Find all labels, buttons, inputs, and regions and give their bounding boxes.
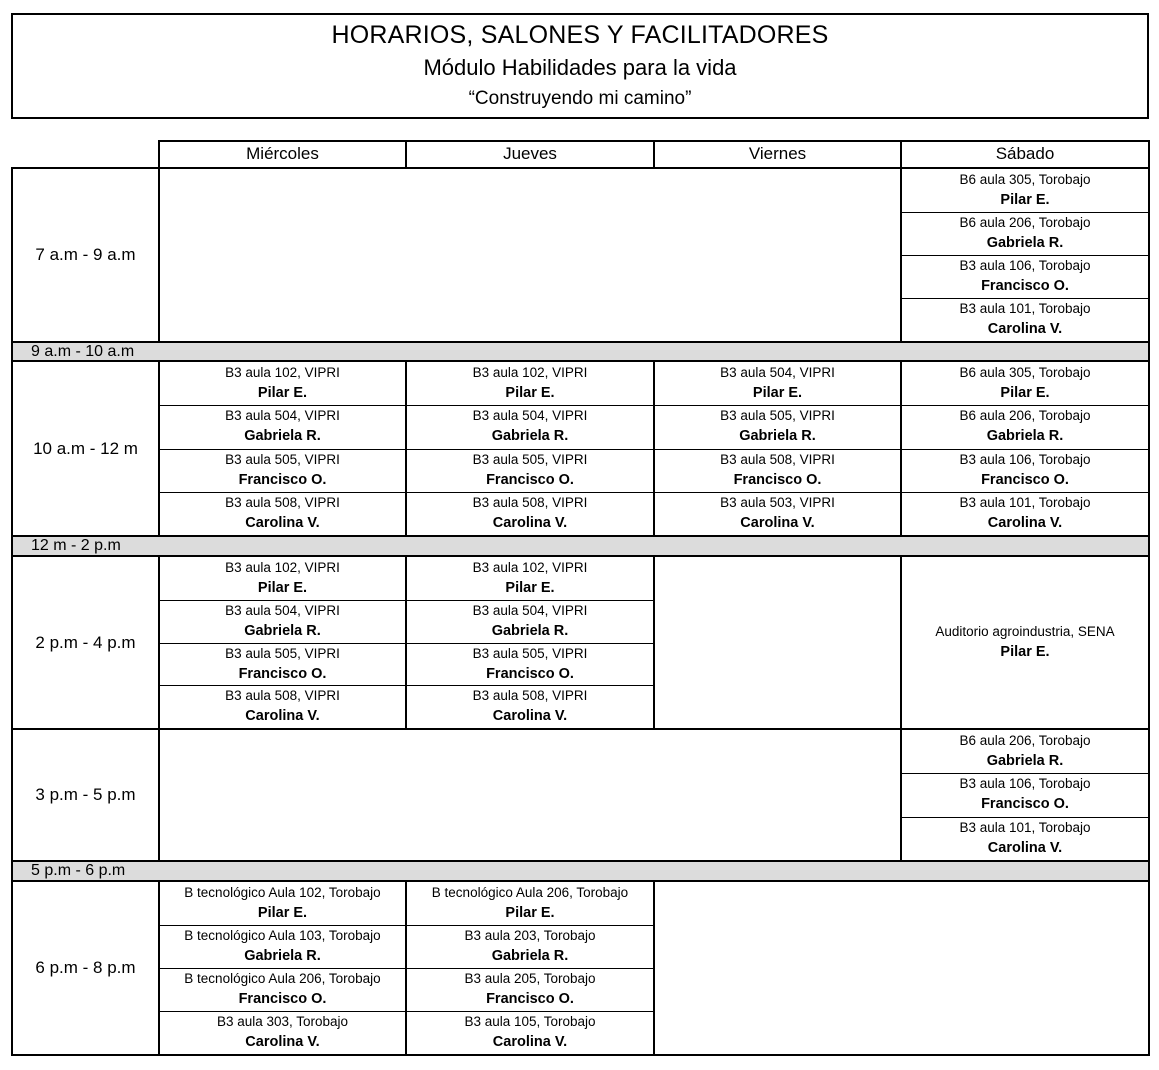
facilitator-name: Pilar E. [505, 580, 555, 596]
facilitator-name: Carolina V. [987, 321, 1063, 337]
class-session [407, 925, 653, 968]
session-divider [407, 1011, 653, 1012]
class-session [407, 600, 653, 643]
class-session [902, 492, 1148, 535]
session-divider [407, 405, 653, 406]
room-location: B tecnológico Aula 103, Torobajo [184, 928, 381, 943]
facilitator-name: Gabriela R. [986, 753, 1064, 769]
facilitator-name: Pilar E. [1000, 192, 1050, 208]
time-slot-label: 6 p.m - 8 p.m [11, 880, 160, 1056]
facilitator-name: Pilar E. [257, 385, 308, 401]
session-divider [160, 449, 405, 450]
facilitator-name: Gabriela R. [986, 428, 1064, 445]
room-location: B3 aula 505, VIPRI [720, 408, 835, 424]
room-location: B3 aula 303, Torobajo [216, 1014, 349, 1029]
facilitator-name: Francisco O. [238, 471, 327, 488]
class-session [407, 1011, 653, 1054]
class-session [407, 643, 653, 686]
class-session [160, 1011, 405, 1054]
session-divider [902, 492, 1148, 493]
class-session [407, 405, 653, 448]
session-divider [407, 925, 653, 926]
facilitator-name: Gabriela R. [491, 948, 569, 964]
time-slot-label: 2 p.m - 4 p.m [11, 555, 160, 730]
room-location: Auditorio agroindustria, SENA [935, 624, 1115, 639]
class-session [407, 685, 653, 728]
room-location: B3 aula 106, Torobajo [959, 258, 1091, 273]
room-location: B3 aula 101, Torobajo [959, 819, 1091, 835]
facilitator-name: Pilar E. [1000, 385, 1050, 401]
room-location: B3 aula 508, VIPRI [225, 494, 340, 510]
room-location: B3 aula 106, Torobajo [959, 451, 1091, 467]
class-session [902, 730, 1148, 773]
class-session [160, 925, 405, 968]
class-session [160, 600, 405, 643]
day-header-miercoles: Miércoles [158, 140, 407, 169]
class-session [407, 449, 653, 492]
session-divider [407, 600, 653, 601]
class-session [160, 882, 405, 925]
facilitator-name: Francisco O. [238, 665, 327, 682]
session-divider [902, 449, 1148, 450]
class-session [160, 968, 405, 1011]
room-location: B6 aula 206, Torobajo [959, 215, 1091, 230]
facilitator-name: Carolina V. [492, 514, 568, 531]
session-divider [902, 212, 1148, 213]
session-divider [655, 405, 900, 406]
class-session [902, 362, 1148, 405]
class-session [407, 362, 653, 405]
facilitator-name: Pilar E. [752, 385, 803, 401]
class-session [902, 773, 1148, 816]
facilitator-name: Carolina V. [492, 708, 568, 725]
class-session [655, 492, 900, 535]
room-location: B3 aula 504, VIPRI [225, 408, 340, 424]
class-session [407, 557, 653, 600]
facilitator-name: Gabriela R. [739, 428, 816, 445]
session-divider [902, 255, 1148, 256]
room-location: B3 aula 102, VIPRI [225, 365, 340, 380]
room-location: B3 aula 504, VIPRI [472, 602, 588, 618]
facilitator-name: Francisco O. [486, 471, 574, 488]
room-location: B3 aula 106, Torobajo [959, 776, 1091, 792]
session-divider [902, 405, 1148, 406]
facilitator-name: Francisco O. [981, 471, 1069, 488]
session-divider [407, 685, 653, 686]
room-location: B6 aula 206, Torobajo [959, 408, 1091, 424]
room-location: B3 aula 505, VIPRI [225, 645, 340, 661]
room-location: B3 aula 505, VIPRI [225, 451, 340, 467]
class-session [655, 449, 900, 492]
room-location: B3 aula 508, VIPRI [472, 494, 588, 510]
room-location: B3 aula 105, Torobajo [464, 1014, 596, 1029]
room-location: B3 aula 508, VIPRI [720, 451, 835, 467]
class-session [160, 557, 405, 600]
class-session [902, 449, 1148, 492]
session-divider [160, 643, 405, 644]
class-session [160, 685, 405, 728]
break-row: 5 p.m - 6 p.m [11, 860, 1150, 882]
day-header-viernes: Viernes [653, 140, 902, 169]
facilitator-name: Carolina V. [245, 708, 320, 725]
class-session [160, 405, 405, 448]
facilitator-name: Francisco O. [981, 278, 1069, 294]
day-header-sabado: Sábado [900, 140, 1150, 169]
room-location: B3 aula 504, VIPRI [720, 365, 835, 380]
room-location: B3 aula 102, VIPRI [472, 365, 588, 380]
facilitator-name: Francisco O. [486, 665, 574, 682]
facilitator-name: Francisco O. [238, 991, 327, 1007]
class-session [902, 817, 1148, 860]
session-divider [902, 298, 1148, 299]
room-location: B3 aula 102, VIPRI [225, 560, 340, 575]
document-title: HORARIOS, SALONES Y FACILITADORES [331, 21, 829, 49]
room-location: B3 aula 508, VIPRI [472, 688, 588, 704]
facilitator-name: Gabriela R. [491, 622, 569, 639]
break-row: 12 m - 2 p.m [11, 535, 1150, 557]
class-session [407, 492, 653, 535]
room-location: B6 aula 305, Torobajo [959, 172, 1091, 187]
room-location: B3 aula 205, Torobajo [464, 971, 596, 986]
class-session [655, 405, 900, 448]
session-divider [902, 773, 1148, 774]
facilitator-name: Carolina V. [492, 1034, 568, 1050]
day-header-jueves: Jueves [405, 140, 655, 169]
facilitator-name: Pilar E. [505, 385, 555, 401]
module-tagline: “Construyendo mi camino” [468, 88, 692, 109]
empty-slot [653, 555, 902, 730]
facilitator-name: Carolina V. [245, 1034, 320, 1050]
facilitator-name: Francisco O. [733, 471, 822, 488]
session-divider [160, 685, 405, 686]
class-session [160, 643, 405, 686]
class-session [160, 449, 405, 492]
session-divider [160, 1011, 405, 1012]
session-divider [407, 449, 653, 450]
class-session [407, 968, 653, 1011]
facilitator-name: Carolina V. [987, 514, 1063, 531]
facilitator-name: Gabriela R. [244, 428, 321, 445]
class-session [160, 362, 405, 405]
class-session [902, 169, 1148, 212]
facilitator-name: Carolina V. [740, 514, 815, 531]
facilitator-name: Pilar E. [505, 905, 555, 921]
session-divider [160, 968, 405, 969]
facilitator-name: Pilar E. [257, 905, 308, 921]
class-session [902, 298, 1148, 341]
room-location: B3 aula 101, Torobajo [959, 494, 1091, 510]
room-location: B tecnológico Aula 102, Torobajo [184, 885, 381, 900]
facilitator-name: Pilar E. [1000, 644, 1050, 660]
time-slot-label: 3 p.m - 5 p.m [11, 728, 160, 862]
room-location: B6 aula 206, Torobajo [959, 733, 1091, 748]
break-row: 9 a.m - 10 a.m [11, 341, 1150, 362]
session-divider [160, 405, 405, 406]
facilitator-name: Gabriela R. [244, 948, 321, 964]
session-divider [407, 968, 653, 969]
time-slot-label: 7 a.m - 9 a.m [11, 167, 160, 343]
room-location: B3 aula 505, VIPRI [472, 645, 588, 661]
empty-slot [158, 728, 902, 862]
class-session [160, 492, 405, 535]
facilitator-name: Carolina V. [245, 514, 320, 531]
session-divider [655, 492, 900, 493]
class-session [902, 212, 1148, 255]
facilitator-name: Francisco O. [981, 796, 1069, 813]
empty-slot [653, 880, 1150, 1056]
class-session [902, 255, 1148, 298]
room-location: B3 aula 504, VIPRI [472, 408, 588, 424]
room-location: B3 aula 505, VIPRI [472, 451, 588, 467]
room-location: B3 aula 508, VIPRI [225, 688, 340, 704]
facilitator-name: Francisco O. [486, 991, 574, 1007]
session-divider [407, 492, 653, 493]
time-slot-label: 10 a.m - 12 m [11, 360, 160, 537]
room-location: B3 aula 503, VIPRI [720, 494, 835, 510]
room-location: B tecnológico Aula 206, Torobajo [431, 885, 629, 900]
room-location: B3 aula 102, VIPRI [472, 560, 588, 575]
room-location: B3 aula 504, VIPRI [225, 602, 340, 618]
room-location: B3 aula 203, Torobajo [464, 928, 596, 943]
session-divider [160, 600, 405, 601]
session-divider [160, 925, 405, 926]
room-location: B3 aula 101, Torobajo [959, 301, 1091, 316]
class-session [407, 882, 653, 925]
facilitator-name: Carolina V. [987, 839, 1063, 856]
room-location: B tecnológico Aula 206, Torobajo [184, 971, 381, 986]
room-location: B6 aula 305, Torobajo [959, 365, 1091, 380]
facilitator-name: Gabriela R. [986, 235, 1064, 251]
module-subtitle: Módulo Habilidades para la vida [423, 55, 737, 80]
empty-slot [158, 167, 902, 343]
session-divider [902, 817, 1148, 818]
facilitator-name: Gabriela R. [491, 428, 569, 445]
session-divider [407, 643, 653, 644]
class-session [902, 621, 1148, 665]
session-divider [655, 449, 900, 450]
class-session [902, 405, 1148, 448]
facilitator-name: Gabriela R. [244, 622, 321, 639]
class-session [655, 362, 900, 405]
session-divider [160, 492, 405, 493]
facilitator-name: Pilar E. [257, 580, 308, 596]
